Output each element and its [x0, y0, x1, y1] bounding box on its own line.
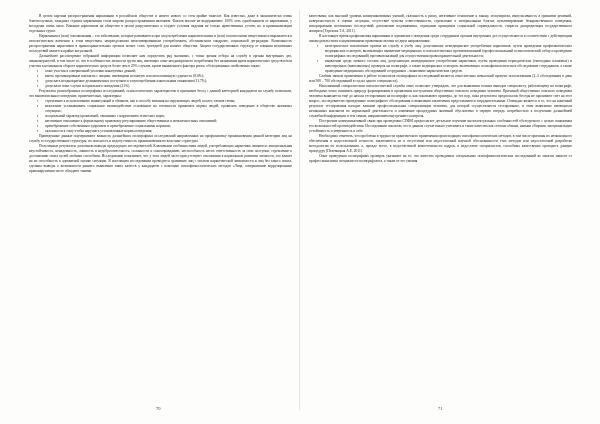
bullet-item: ▪ допускали опыт случаи асоциального поведения (21%).	[29, 84, 292, 89]
bullet-item: ▪ иметь противоправные контакты с лицами, имеющими неснятую или непогашенную судимость (8,6%);	[29, 74, 292, 79]
paragraph: Наркомания в (или) токсикомания – это заболевание, которые развиваются при злоупотреблении наркотическими и (или) токсическими веществами и выражаются в патологическом влечении к этим веществам, непреодолимом немотивированным употреблением, абстинентном синдроме, социальной деградации. Возможность распространения наркотиков в правоохранительных органах может стать трагедией для нашего общества. Защита государственных структур от влияния негативных последствий является крайне актуальной.	[29, 34, 292, 53]
paragraph: Опыт проведения полиграфных проверок указывает на то, что качество проводимых специальных психофизиологических исследований во многом зависит от профессионализма специалиста-полиграфолога, а также от его умения	[309, 154, 572, 163]
paragraph: Наполненный специалистами психологической службы опыт, позволяет утверждать, что для выявления точных выводов специалисту, работающему на полиграфе, необходимо четко понимать природу формирования и проявления наступления общественно опасного поведения человека. Причиной общественно опасного поведения человека выявляется ещё до начала тестирования на полиграфе и, как показывают примеры, до тех пор, пока результаты предпосылок беседы не проливают свет на этот вопрос, исследователю проведенные полиграфного обследования и выявления заключения представляются затруднительными. Очевидно является и то, что на конечный результат тестирования находит влияние профессиональная специализация человека, для которой осуществляется тестирование, и этим выявление имеющихся незаконных контактов по нормальной деятельности и изменение процедурных значений обусловлено в первую очередь потребностью к получению дальнейшей служебной информации и тем самым, напряжением внутреннего контроля.	[309, 84, 572, 118]
bullet-item: ▪ стремление к использованию манипуляций и обманом, как к способу влияния на окружающих людей, коллег, членов семьи;	[29, 99, 292, 104]
bullet-item: ▪ категорическое исключение приема на службу и учебу лиц, допускавших немедицинское употребление наркотиков, путем проведения профилактических медицинских осмотров, включающих выявление медицинских и психологических противопоказаний (профессиональный психологический отбор и проведение полиграфных исследований) противопоказаний для осуществления правоохранительной деятельности;	[309, 44, 572, 59]
bullet-list	[29, 99, 292, 134]
bullet-list	[309, 44, 572, 74]
paragraph: Полученные результаты дополняли выводы предыдущих исследователей. Ключевыми особенностями людей, употребляющих наркотики, являются: эмоциональная неустойчивость, ненадежность, лживость и недобросовестность, склонности к самооправданию, неспособность нести ответственность за свои поступки, стремление к достижению своих целей любыми способами. Исследование показывает, что у этих людей часто присутствуют отклонения в нормальном развитии личности, что влияет на их способность к адекватной оценке ситуации. В настоящем исследовании проводится сравнение лиц с опытом наркотической зависимости и лиц без такого опыта, сделаны выводы о возможности раннего выявления таких качеств у кандидатов с помощью психофизиологических методов «Лица, совершившие коррупционные правонарушения часто обладают такими	[29, 144, 292, 173]
bullet-list	[29, 69, 292, 89]
right-page	[309, 14, 572, 399]
paragraph: В настоящее время профилактика наркомании и адекватного поведения среди сотрудников органов внутренних дел осуществляется в соответствии с действующим законодательством и нормативными правовыми актами по двум направлениям:	[309, 34, 572, 43]
paragraph: В целом картина распространения наркомании в российском обществе и ничего нового со стен крайне тяжелое. Как известно, даже в экономически очень благополучных, западных странах наркомании стала широко распространенным явлением. Фактов вполне не выдерживают, 100% хоть однобоканием от наркомании, у молодежи очень мало. Влияние наркотиков на общество в целом разрушительно и создает условия падения не только нравственных устоев, но и криминализации отдельных групп.	[29, 14, 292, 33]
left-page-number: 70	[156, 406, 161, 411]
left-page	[29, 14, 292, 399]
bullet-item: ▪ пренебрежение собственным здоровьем и пренебрежение социальными нормами;	[29, 124, 292, 129]
paragraph: Дальнейшее рассмотрение собранной информации позволяет нам определить ряд значимых, с точки зрения отбора на службу в органы внутренних дел, закономерностей, в том числе то, что в особенностях личности групп лиц, имеющих опыт неоднократного потребления без назначения врача наркотических средств и/или участия в незаконном обороте наркотических средств более чем в 25% случаев, кроме выявленного фактора риска, обследованных свойственно также:	[29, 54, 292, 68]
bullet-item: ▪ склонности к тому чтобы нарушать установленные нормы поведения;	[29, 129, 292, 134]
paragraph: Слабым звеном применения в работе психологов полиграфных исследований является относительно невысокий процент использования (2–3 обследования в день или 500 – 700 обследований в год на одного специалиста).	[309, 74, 572, 83]
paragraph: Результаты разнообразных полиграфных исследований, психологических характеристик и признаков бесед с данной категорией кандидатов на службу позволили, что вышеописанное поведение, примечательно, характерны:	[29, 89, 292, 98]
paragraph: качествами, как высокий уровень коммуникативных умений, склонность к риску, негативное отношение к закону, эгоцентризм, импульсивность в принятии решений, поверхностность в оценке ситуации, отсутствие чувства ответственности, стремление к материальным благам, культивирование безнравственного поведения, игнорирование негативных последствий, разложение подчиненных, отрицание принципов социальной справедливости, стиратся дискредитация государственного аппарата [Терехова Т.А, 2011].	[309, 14, 572, 33]
bullet-item: ▪ допускать неоднократные делинквентных поступков и злоупотребления алкогольным опьянении (11,7%);	[29, 79, 292, 84]
paragraph: Приведенные данные подчеркивают важность дальнейших полиграфных исследований направленных на профилактику проникновения данной категории лиц на службу в государственные структуры, их опасность и недопустимость проникновения во властные структуры.	[29, 134, 292, 143]
bullet-item: ▪ выявление среди личного состава лиц, допускающих немедицинское употребление наркотиков, путем проведения периодических (ежегодных плановых) и внеочередных (внеплановых) проверок на полиграфе, а также медицинских осмотров, включающих психофизиологическое обследование сотрудников, а также проведение медицинских обследований сотрудников – выявление наркотических средств.	[309, 59, 572, 74]
bullet-item: ▪ негативное отношение к формальному правовому регулированию общественных и межличностных отношений;	[29, 119, 292, 124]
paragraph: Необходимо отметить, что проблемы в трудности практического применения происходящих психофизиологических методов, в том числе причины их неэкономного обеспечения и недостаточной точности, заключаются не в отсутствии или недостаточной научной обоснованности этих методов или недостаточной разработке методологии их использования, а, прежде всего, в недостаточной компетентности кадров, в недостатке специалистов, способных качественно проводить данную процедуру [Пелевицкая А.Е, 2011].	[309, 134, 572, 153]
paragraph: Построение коммуникативной связи при проведении СПФИ предполагает детальное изучение интеллектуальных особенностей обследуемого с целью понижения его возможностей противодействия. Исследования показали, что в данном случае важно учитывать и такие качества как степень обмана, навыки общения, эмоциональную устойчивость и уверенность в себе.	[309, 119, 572, 133]
bullet-item: ▪ опыт участия в совершенной уголовно наказуемых деяний;	[29, 69, 292, 74]
page-gutter	[299, 10, 300, 410]
right-page-number: 71	[438, 406, 443, 411]
bullet-item: ▪ нежелание устанавливать социальное взаимодействие основанное на готовности принимать нормы людей, проявлять поведение в обществе значимых ситуациях;	[29, 104, 292, 114]
bullet-item: ▪ асоциальный характер проявлений, связанных с нарушением этических норм;	[29, 114, 292, 119]
